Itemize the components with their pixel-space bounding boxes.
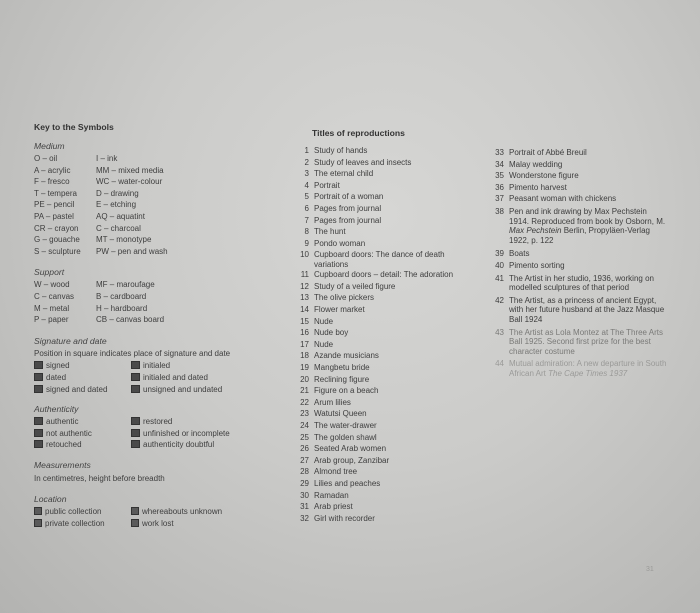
legend-item: H – hardboard bbox=[96, 303, 148, 313]
reproductions-column-1 bbox=[292, 128, 474, 524]
legend-item: PE – pencil bbox=[34, 200, 75, 210]
legend-item: MM – mixed media bbox=[96, 165, 164, 175]
key-column bbox=[34, 122, 284, 530]
dated-symbol-icon bbox=[34, 373, 43, 381]
support-right bbox=[96, 279, 236, 325]
medium-left bbox=[34, 153, 96, 257]
legend-item: whereabouts unknown bbox=[131, 506, 271, 518]
list-item: 1 Study of hands bbox=[304, 146, 368, 155]
list-item: 4 Portrait bbox=[304, 180, 340, 190]
legend-item: P – paper bbox=[34, 315, 69, 325]
list-item: 7 Pages from journal bbox=[304, 215, 382, 225]
list-item: 14 Flower market bbox=[300, 305, 365, 315]
list-item: 35 Wonderstone figure bbox=[495, 171, 579, 181]
legend-item: unfinished or incomplete bbox=[131, 428, 271, 440]
item-38-text: Pen and ink drawing by Max Pechstein 1914. Reproduced from book by Osborn, M. Max Pechstein Berlin, Propyläen-Verlag 1922, p. 122 bbox=[509, 206, 666, 245]
signature-heading: Signature and date bbox=[34, 335, 107, 346]
list-item: 30 Ramadan bbox=[300, 490, 349, 500]
list-item: 33 Portrait of Abbé Breuil bbox=[495, 148, 587, 157]
legend-item: C – charcoal bbox=[96, 223, 141, 233]
list-item: 37 Peasant woman with chickens bbox=[495, 194, 617, 204]
medium-heading: Medium bbox=[34, 141, 65, 151]
list-item: 8 The hunt bbox=[304, 227, 346, 237]
authenticity-right bbox=[131, 416, 271, 451]
list-item: 28 Almond tree bbox=[300, 467, 358, 477]
signed-and-dated-symbol-icon bbox=[34, 385, 43, 393]
doubtful-symbol-icon bbox=[131, 440, 140, 448]
legend-item: W – wood bbox=[34, 280, 70, 290]
list-item: 12 Study of a veiled figure bbox=[300, 281, 396, 291]
list-item: 31 Arab priest bbox=[300, 502, 353, 512]
list-item: 36 Pimento harvest bbox=[495, 182, 567, 192]
list-item: 42 The Artist, as a princess of ancient Egypt, with her future husband at the Jazz Masque Ball 1924 bbox=[495, 295, 665, 324]
list-item: 3 The eternal child bbox=[304, 169, 374, 179]
legend-item: public collection bbox=[34, 506, 131, 518]
authentic-symbol-icon bbox=[34, 417, 43, 425]
retouched-symbol-icon bbox=[34, 440, 43, 448]
legend-item: PA – pastel bbox=[34, 211, 74, 221]
legend-item: unsigned and undated bbox=[131, 384, 271, 396]
list-item: 44 Mutual admiration: A new departure in South African Art The Cape Times 1937 bbox=[495, 359, 667, 378]
list-item: 20 Reclining figure bbox=[300, 374, 370, 384]
legend-item: private collection bbox=[34, 518, 131, 530]
legend-item: I – ink bbox=[96, 154, 118, 163]
initialed-symbol-icon bbox=[131, 361, 140, 369]
list-item: 22 Arum lilies bbox=[300, 397, 351, 407]
list-item: 24 The water-drawer bbox=[300, 420, 377, 430]
legend-item: PW – pen and wash bbox=[96, 246, 168, 256]
initialed-and-dated-symbol-icon bbox=[131, 373, 140, 381]
whereabouts-unknown-icon bbox=[131, 507, 139, 515]
legend-item: G – gouache bbox=[34, 235, 80, 245]
reproductions-column-2 bbox=[487, 147, 667, 381]
unsigned-and-undated-symbol-icon bbox=[131, 385, 140, 393]
legend-item: MF – maroufage bbox=[96, 280, 155, 290]
list-item: 16 Nude boy bbox=[300, 328, 349, 338]
list-item: 41 The Artist in her studio, 1936, working on modelled sculptures of that period bbox=[495, 273, 654, 293]
list-item: 40 Pimento sorting bbox=[495, 260, 565, 270]
list-item: 11 Cupboard doors – detail: The adoration bbox=[300, 270, 454, 280]
list-item: 15 Nude bbox=[300, 316, 334, 326]
legend-item: initialed bbox=[131, 360, 271, 372]
support-list bbox=[34, 279, 284, 325]
legend-item: authenticity doubtful bbox=[131, 439, 271, 451]
list-item: 10 Cupboard doors: The dance of death variations bbox=[300, 250, 445, 269]
page-number: 31 bbox=[646, 566, 654, 573]
signature-right bbox=[131, 360, 271, 395]
list-item: 21 Figure on a beach bbox=[300, 386, 379, 396]
legend-item: O – oil bbox=[34, 154, 58, 163]
list-item: 32 Girl with recorder bbox=[300, 513, 375, 523]
legend-item: retouched bbox=[34, 439, 131, 451]
signature-note: Position in square indicates place of signature and date bbox=[34, 348, 231, 358]
legend-item: B – cardboard bbox=[96, 291, 147, 301]
legend-item: F – fresco bbox=[34, 177, 70, 187]
list-item: 17 Nude bbox=[300, 339, 334, 349]
legend-item: work lost bbox=[131, 518, 271, 530]
legend-item: A – acrylic bbox=[34, 165, 71, 175]
reproductions-title: Titles of reproductions bbox=[312, 128, 405, 138]
legend-item: T – tempera bbox=[34, 188, 77, 198]
legend-item: CR – crayon bbox=[34, 223, 79, 233]
legend-item: signed and dated bbox=[34, 384, 131, 396]
legend-item: MT – monotype bbox=[96, 235, 152, 245]
list-item: 19 Mangbetu bride bbox=[300, 363, 370, 372]
location-heading: Location bbox=[34, 494, 67, 505]
legend-item: signed bbox=[34, 360, 131, 372]
legend-item: C – canvas bbox=[34, 291, 75, 301]
list-item: 34 Malay wedding bbox=[495, 159, 563, 169]
support-left bbox=[34, 279, 96, 325]
legend-item: AQ – aquatint bbox=[96, 211, 145, 221]
location-left bbox=[34, 506, 131, 529]
authenticity-list bbox=[34, 416, 284, 451]
not-authentic-symbol-icon bbox=[34, 429, 43, 437]
list-item: 5 Portrait of a woman bbox=[304, 192, 384, 202]
measurements-note: In centimetres, height before breadth bbox=[34, 473, 165, 483]
legend-item: restored bbox=[131, 416, 271, 428]
work-lost-icon bbox=[131, 519, 139, 527]
authenticity-heading: Authenticity bbox=[34, 404, 79, 415]
legend-item: E – etching bbox=[96, 200, 137, 210]
authenticity-left bbox=[34, 416, 131, 451]
legend-item: CB – canvas board bbox=[96, 315, 165, 325]
key-title: Key to the Symbols bbox=[34, 122, 114, 132]
medium-right bbox=[96, 153, 236, 257]
list-item: 23 Watutsi Queen bbox=[300, 409, 367, 419]
public-collection-icon bbox=[34, 507, 42, 515]
signature-list bbox=[34, 360, 284, 395]
list-item: 9 Pondo woman bbox=[304, 238, 366, 248]
legend-item: authentic bbox=[34, 416, 131, 428]
list-item: 13 The olive pickers bbox=[300, 293, 375, 303]
signed-symbol-icon bbox=[34, 361, 43, 369]
measurements-heading: Measurements bbox=[34, 459, 91, 470]
legend-item: initialed and dated bbox=[131, 372, 271, 384]
list-item: 25 The golden shawl bbox=[300, 432, 377, 442]
private-collection-icon bbox=[34, 519, 42, 527]
list-item: 29 Lilies and peaches bbox=[300, 478, 381, 488]
legend-item: not authentic bbox=[34, 428, 131, 440]
list-item: 26 Seated Arab women bbox=[300, 444, 387, 454]
legend-item: S – sculpture bbox=[34, 246, 81, 256]
signature-left bbox=[34, 360, 131, 395]
legend-item: dated bbox=[34, 372, 131, 384]
list-item: 2 Study of leaves and insects bbox=[304, 157, 412, 167]
legend-item: D – drawing bbox=[96, 188, 139, 198]
list-item: 38 Pen and ink drawing by Max Pechstein 1914. Reproduced from book by Osborn, M. Max Pechstein Berlin, Propyläen-Verlag 1922, p. 122 bbox=[495, 206, 666, 245]
list-item: 39 Boats bbox=[495, 249, 530, 259]
list-item: 18 Azande musicians bbox=[300, 351, 379, 361]
location-list bbox=[34, 506, 284, 529]
medium-list bbox=[34, 153, 284, 257]
unfinished-symbol-icon bbox=[131, 429, 140, 437]
location-right bbox=[131, 506, 271, 529]
legend-item: WC – water-colour bbox=[96, 177, 163, 187]
item-44-text: Mutual admiration: A new departure in South African Art The Cape Times 1937 bbox=[509, 359, 667, 378]
support-heading: Support bbox=[34, 267, 65, 278]
list-item: 27 Arab group, Zanzibar bbox=[300, 455, 390, 465]
reproduction-list-1 bbox=[292, 145, 474, 524]
list-item: 6 Pages from journal bbox=[304, 203, 382, 213]
legend-item: M – metal bbox=[34, 303, 70, 313]
list-item: 43 The Artist as Lola Montez at The Three Arts Ball 1925. Second first prize for the best character costume bbox=[495, 327, 664, 356]
restored-symbol-icon bbox=[131, 417, 140, 425]
